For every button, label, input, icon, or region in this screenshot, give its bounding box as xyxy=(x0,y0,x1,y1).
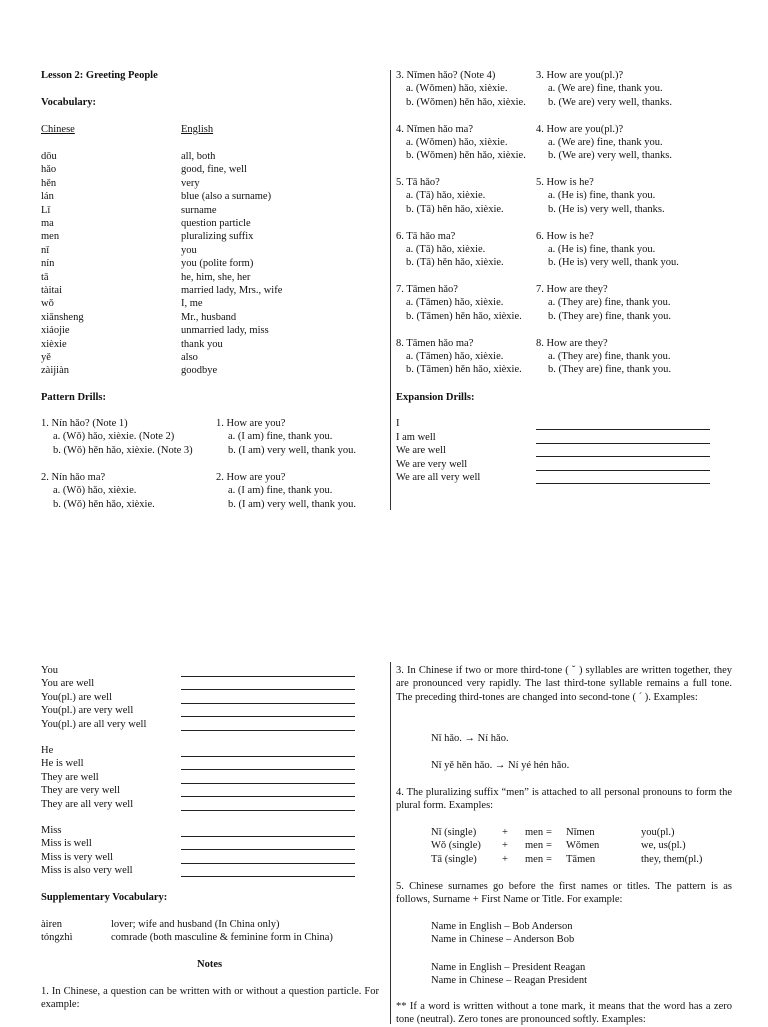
plural-cell: they, them(pl.) xyxy=(641,853,703,865)
vocab-chinese: dōu xyxy=(41,151,57,162)
plural-cell: men xyxy=(525,853,544,865)
vocab-chinese: nǐ xyxy=(41,244,50,256)
expansion-item: We are very well xyxy=(396,458,468,470)
vocab-chinese: xiānsheng xyxy=(41,311,84,323)
drill-answer-b: b. (Wǒmen) hěn hǎo, xièxie. xyxy=(406,96,526,108)
vocab-chinese: Lǐ xyxy=(41,204,51,216)
answer-blank-line[interactable] xyxy=(536,443,710,444)
drill-answer-a: a. (Wǒ) hǎo, xièxie. xyxy=(53,485,137,497)
translation-item: Miss is also very well xyxy=(41,865,133,877)
drill-answer-a: a. (Tā) hǎo, xièxie. xyxy=(406,243,486,255)
drill-english-question: 3. How are you(pl.)? xyxy=(536,70,624,81)
vocab-chinese: zàijiàn xyxy=(41,365,69,377)
drill-english-a: a. (We are) fine, thank you. xyxy=(548,83,663,95)
vocab-english: unmarried lady, miss xyxy=(181,325,269,337)
answer-blank-line[interactable] xyxy=(181,810,355,811)
vocab-heading: Vocabulary: xyxy=(41,97,97,108)
plural-cell: Tā (single) xyxy=(431,853,477,865)
note-3: 3. In Chinese if two or more third-tone ( ˇ ) syllables are written together, they are pronounced very rapidly. The last third-tone syllable remains a full tone. The preceding third-tones are changed into second-tone ( ˊ ). Examples: xyxy=(396,665,732,703)
vocab-chinese: tā xyxy=(41,271,49,283)
vocab-english: good, fine, well xyxy=(181,164,247,176)
answer-blank-line[interactable] xyxy=(181,796,355,797)
answer-blank-line[interactable] xyxy=(181,689,355,690)
plural-cell: Tāmen xyxy=(566,853,596,865)
answer-blank-line[interactable] xyxy=(181,783,355,784)
supp-chinese: àiren xyxy=(41,919,62,930)
name-example: Name in English – President Reagan xyxy=(431,961,586,973)
vocab-chinese: nín xyxy=(41,258,55,270)
vocab-english: blue (also a surname) xyxy=(181,191,272,203)
drill-answer-a: a. (Tā) hǎo, xièxie. xyxy=(406,190,486,202)
example-3b: Nǐ yě hěn hǎo. → Ní yé hén hǎo. xyxy=(431,760,570,771)
drill-english-b: b. (We are) very well, thanks. xyxy=(548,96,672,108)
vocab-english: married lady, Mrs., wife xyxy=(181,285,283,296)
answer-blank-line[interactable] xyxy=(536,456,710,457)
translation-item: You(pl.) are very well xyxy=(41,705,134,717)
drill-english-question: 1. How are you? xyxy=(216,418,286,429)
translation-item: He xyxy=(41,745,54,756)
plural-cell: = xyxy=(546,853,552,865)
vocab-english: thank you xyxy=(181,338,223,350)
vocab-english: goodbye xyxy=(181,365,218,377)
drill-question: 1. Nín hǎo? (Note 1) xyxy=(41,418,128,429)
drill-answer-a: a. (Tāmen) hǎo, xièxie. xyxy=(406,297,504,309)
answer-blank-line[interactable] xyxy=(181,836,355,837)
drill-question: 2. Nín hǎo ma? xyxy=(41,472,106,483)
plural-cell: = xyxy=(546,840,552,852)
expansion-item: We are all very well xyxy=(396,472,481,483)
drill-english-b: b. (He is) very well, thank you. xyxy=(548,257,679,269)
vocab-chinese: yě xyxy=(41,352,51,363)
translation-item: You xyxy=(41,665,59,676)
drill-answer-a: a. (Wǒ) hǎo, xièxie. (Note 2) xyxy=(53,431,175,443)
supp-chinese: tóngzhì xyxy=(41,932,73,944)
vocab-chinese: hěn xyxy=(41,177,57,189)
drill-english-a: a. (They are) fine, thank you. xyxy=(548,297,671,309)
translation-item: They are all very well xyxy=(41,798,134,810)
answer-blank-line[interactable] xyxy=(181,730,355,731)
answer-blank-line[interactable] xyxy=(181,703,355,704)
translation-item: Miss is very well xyxy=(41,851,114,863)
translation-item: They are very well xyxy=(41,785,121,797)
vocab-chinese: ma xyxy=(41,218,54,229)
plural-cell: Wǒ (single) xyxy=(431,840,481,852)
drill-english-b: b. (They are) fine, thank you. xyxy=(548,310,672,322)
name-example: Name in Chinese – Reagan President xyxy=(431,975,588,987)
answer-blank-line[interactable] xyxy=(181,863,355,864)
plural-cell: men xyxy=(525,827,544,838)
supp-english: lover; wife and husband (In China only) xyxy=(111,919,280,930)
drill-answer-b: b. (Tā) hěn hǎo, xièxie. xyxy=(406,257,504,269)
vocab-chinese: hǎo xyxy=(41,164,57,176)
note-1: 1. In Chinese, a question can be written with or without a question particle. For example: xyxy=(41,986,379,1011)
supp-heading: Supplementary Vocabulary: xyxy=(41,892,168,903)
vocab-chinese: xièxie xyxy=(41,338,67,350)
example-3a: Nǐ hǎo. → Ní hǎo. xyxy=(431,733,509,744)
plural-cell: + xyxy=(502,840,508,852)
drill-question: 6. Tā hǎo ma? xyxy=(396,230,456,242)
translation-item: Miss is well xyxy=(41,838,92,850)
vocab-english: Mr., husband xyxy=(181,311,237,323)
answer-blank-line[interactable] xyxy=(181,716,355,717)
drill-question: 8. Tāmen hǎo ma? xyxy=(396,337,474,349)
expansion-heading: Expansion Drills: xyxy=(396,392,475,403)
plural-cell: we, us(pl.) xyxy=(641,840,686,852)
plural-cell: = xyxy=(546,827,552,838)
drill-answer-b: b. (Tāmen) hěn hǎo, xièxie. xyxy=(406,364,522,376)
vocab-english: he, him, she, her xyxy=(181,271,251,283)
drill-english-a: a. (I am) fine, thank you. xyxy=(228,431,333,443)
answer-blank-line[interactable] xyxy=(181,769,355,770)
vocab-chinese: lán xyxy=(41,191,54,203)
plural-cell: + xyxy=(502,853,508,865)
answer-blank-line[interactable] xyxy=(536,483,710,484)
page2-divider xyxy=(390,662,391,1024)
drill-english-question: 6. How is he? xyxy=(536,230,594,242)
drill-english-a: a. (He is) fine, thank you. xyxy=(548,243,656,255)
vocab-chinese: men xyxy=(41,231,60,243)
plural-cell: you(pl.) xyxy=(641,827,675,838)
drill-english-question: 8. How are they? xyxy=(536,337,608,349)
vocab-english: surname xyxy=(181,204,217,216)
translation-item: You(pl.) are all very well xyxy=(41,718,147,730)
vocab-english: I, me xyxy=(181,298,203,310)
drill-english-a: a. (They are) fine, thank you. xyxy=(548,350,671,362)
drill-english-question: 2. How are you? xyxy=(216,472,286,483)
vocab-english: you (polite form) xyxy=(181,258,254,270)
answer-blank-line[interactable] xyxy=(536,470,710,471)
translation-item: Miss xyxy=(41,825,62,836)
answer-blank-line[interactable] xyxy=(181,756,355,757)
drill-english-b: b. (I am) very well, thank you. xyxy=(228,498,357,510)
drill-english-question: 5. How is he? xyxy=(536,177,594,188)
expansion-item: I xyxy=(396,418,400,429)
drill-answer-b: b. (Wǒ) hěn hǎo, xièxie. (Note 3) xyxy=(53,444,193,456)
translation-item: You are well xyxy=(41,678,95,690)
plural-cell: Wǒmen xyxy=(566,840,600,852)
plural-cell: + xyxy=(502,827,508,838)
drill-english-question: 4. How are you(pl.)? xyxy=(536,123,624,135)
name-example: Name in English – Bob Anderson xyxy=(431,921,573,932)
answer-blank-line[interactable] xyxy=(181,676,355,677)
page1-divider xyxy=(390,70,391,510)
drill-question: 7. Tāmen hǎo? xyxy=(396,284,458,295)
vocab-chinese: xiáojie xyxy=(41,325,70,337)
vocab-english: very xyxy=(181,177,200,189)
drill-question: 4. Nǐmen hǎo ma? xyxy=(396,123,473,135)
drill-answer-a: a. (Wǒmen) hǎo, xièxie. xyxy=(406,136,508,148)
expansion-item: I am well xyxy=(396,431,436,443)
drill-answer-a: a. (Tāmen) hǎo, xièxie. xyxy=(406,350,504,362)
footnote: ** If a word is written without a tone mark, it means that the word has a zero tone (neutral). Zero tones are pronounced softly. Examples: xyxy=(396,1001,732,1026)
drill-answer-b: b. (Wǒmen) hěn hǎo, xièxie. xyxy=(406,150,526,162)
vocab-english: all, both xyxy=(181,151,216,162)
plural-cell: men xyxy=(525,840,544,852)
drill-answer-a: a. (Wǒmen) hǎo, xièxie. xyxy=(406,83,508,95)
drill-english-a: a. (He is) fine, thank you. xyxy=(548,190,656,202)
note-5: 5. Chinese surnames go before the first names or titles. The pattern is as follows, Surname + First Name or Title. For example: xyxy=(396,881,732,906)
col-chinese: Chinese xyxy=(41,124,75,135)
drill-answer-b: b. (Wǒ) hěn hǎo, xièxie. xyxy=(53,498,155,510)
vocab-english: question particle xyxy=(181,218,251,229)
col-english: English xyxy=(181,124,214,135)
vocab-english: pluralizing suffix xyxy=(181,231,254,243)
answer-blank-line[interactable] xyxy=(536,429,710,430)
translation-item: You(pl.) are well xyxy=(41,691,112,703)
drill-question: 3. Nǐmen hǎo? (Note 4) xyxy=(396,70,496,81)
vocab-chinese: tàitai xyxy=(41,285,62,296)
expansion-item: We are well xyxy=(396,445,446,456)
drill-english-b: b. (They are) fine, thank you. xyxy=(548,364,672,376)
drill-answer-b: b. (Tāmen) hěn hǎo, xièxie. xyxy=(406,310,522,322)
translation-item: They are well xyxy=(41,771,99,783)
drill-english-b: b. (I am) very well, thank you. xyxy=(228,444,357,456)
drill-answer-b: b. (Tā) hěn hǎo, xièxie. xyxy=(406,203,504,215)
drill-english-b: b. (We are) very well, thanks. xyxy=(548,150,672,162)
note-4: 4. The pluralizing suffix “men” is attached to all personal pronouns to form the plural form. Examples: xyxy=(396,787,732,812)
lesson-title: Lesson 2: Greeting People xyxy=(41,70,158,81)
drill-question: 5. Tā hǎo? xyxy=(396,177,440,188)
translation-item: He is well xyxy=(41,758,84,770)
plural-cell: Nǐ (single) xyxy=(431,827,477,838)
notes-heading: Notes xyxy=(197,959,223,970)
name-example: Name in Chinese – Anderson Bob xyxy=(431,934,575,946)
vocab-english: also xyxy=(181,352,198,363)
drill-english-a: a. (I am) fine, thank you. xyxy=(228,485,333,497)
vocab-english: you xyxy=(181,244,197,256)
drill-english-question: 7. How are they? xyxy=(536,284,608,295)
answer-blank-line[interactable] xyxy=(181,876,355,877)
pattern-heading: Pattern Drills: xyxy=(41,392,107,403)
answer-blank-line[interactable] xyxy=(181,849,355,850)
drill-english-b: b. (He is) very well, thanks. xyxy=(548,203,665,215)
supp-english: comrade (both masculine & feminine form in China) xyxy=(111,932,333,944)
plural-cell: Nǐmen xyxy=(566,827,595,838)
vocab-chinese: wǒ xyxy=(41,298,54,310)
drill-english-a: a. (We are) fine, thank you. xyxy=(548,136,663,148)
